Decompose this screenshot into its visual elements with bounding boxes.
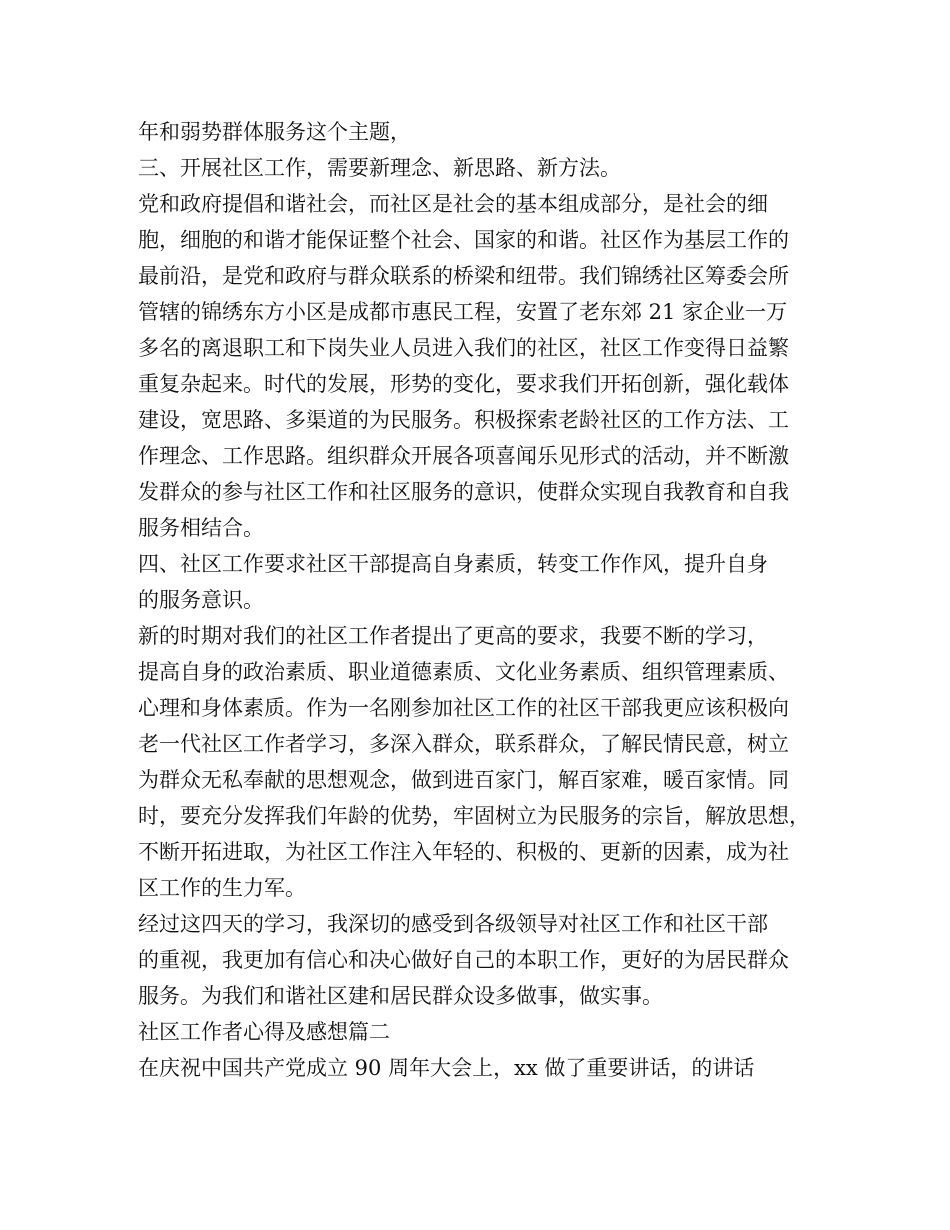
text-line: 不断开拓进取，为社区工作注入年轻的、积极的、更新的因素，成为社 (138, 840, 789, 864)
text-line: 心理和身体素质。作为一名刚参加社区工作的社区干部我更应该积极向 (138, 696, 789, 720)
text-line: 多名的离退职工和下岗失业人员进入我们的社区，社区工作变得日益繁 (138, 336, 789, 360)
article-title: 社区工作者心得及感想篇二 (138, 1020, 390, 1044)
section-heading: 三、开展社区工作，需要新理念、新思路、新方法。 (138, 156, 621, 180)
text-line: 在庆祝中国共产党成立 90 周年大会上，xx 做了重要讲话，的讲话 (138, 1056, 755, 1080)
text-line: 管辖的锦绣东方小区是成都市惠民工程，安置了老东郊 21 家企业一万 (138, 300, 788, 324)
text-line: 的服务意识。 (138, 588, 264, 612)
text-line: 年和弱势群体服务这个主题， (138, 120, 411, 144)
text-line: 建设，宽思路、多渠道的为民服务。积极探索老龄社区的工作方法、工 (138, 408, 789, 432)
text-line: 发群众的参与社区工作和社区服务的意识，使群众实现自我教育和自我 (138, 480, 789, 504)
text-line: 新的时期对我们的社区工作者提出了更高的要求，我要不断的学习， (138, 624, 768, 648)
text-line: 作理念、工作思路。组织群众开展各项喜闻乐见形式的活动，并不断激 (138, 444, 789, 468)
text-line: 区工作的生力军。 (138, 876, 306, 900)
text-line: 提高自身的政治素质、职业道德素质、文化业务素质、组织管理素质、 (138, 660, 789, 684)
text-line: 服务相结合。 (138, 516, 264, 540)
section-heading: 四、社区工作要求社区干部提高自身素质，转变工作作风，提升自身 (138, 552, 768, 576)
text-line: 的重视，我更加有信心和决心做好自己的本职工作，更好的为居民群众 (138, 948, 789, 972)
text-line: 为群众无私奉献的思想观念，做到进百家门，解百家难，暖百家情。同 (138, 768, 789, 792)
text-line: 胞，细胞的和谐才能保证整个社会、国家的和谐。社区作为基层工作的 (138, 228, 789, 252)
text-line: 重复杂起来。时代的发展，形势的变化，要求我们开拓创新，强化载体 (138, 372, 789, 396)
text-line: 最前沿，是党和政府与群众联系的桥梁和纽带。我们锦绣社区筹委会所 (138, 264, 789, 288)
text-line: 经过这四天的学习，我深切的感受到各级领导对社区工作和社区干部 (138, 912, 768, 936)
text-line: 时，要充分发挥我们年龄的优势，牢固树立为民服务的宗旨，解放思想， (138, 804, 810, 828)
text-line: 服务。为我们和谐社区建和居民群众设多做事，做实事。 (138, 984, 663, 1008)
text-line: 党和政府提倡和谐社会，而社区是社会的基本组成部分，是社会的细 (138, 192, 768, 216)
text-line: 老一代社区工作者学习，多深入群众，联系群众，了解民情民意，树立 (138, 732, 789, 756)
